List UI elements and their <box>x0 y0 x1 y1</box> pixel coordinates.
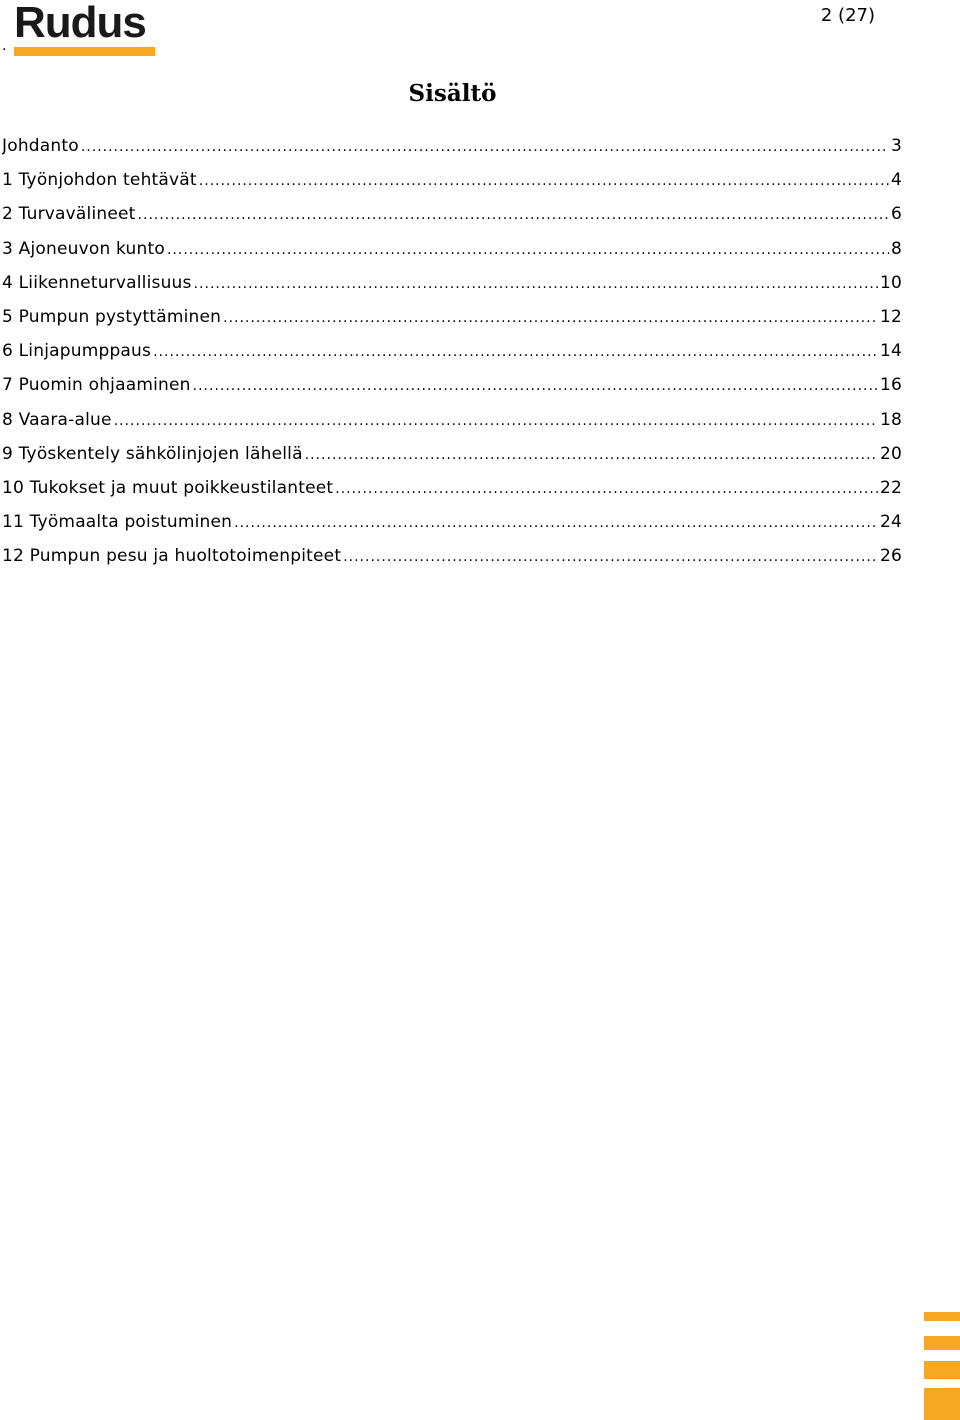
toc-entry-title: 6 Linjapumppaus <box>2 341 152 362</box>
brand-stripe <box>924 1388 960 1420</box>
brand-stripe <box>924 1312 960 1321</box>
brand-stripe <box>924 1361 960 1379</box>
toc-entry-page: 8 <box>890 238 902 259</box>
toc-entry-page: 16 <box>879 375 902 396</box>
toc-dot-leader <box>114 413 878 429</box>
toc-entry[interactable] <box>2 341 902 375</box>
toc-entry-page: 12 <box>879 306 902 327</box>
toc-dot-leader <box>153 344 878 360</box>
toc-dot-leader <box>199 173 889 189</box>
toc-entry-page: 26 <box>879 546 902 567</box>
table-of-contents <box>2 136 902 580</box>
toc-entry[interactable] <box>2 204 902 238</box>
toc-entry-title: 4 Liikenneturvallisuus <box>2 272 192 293</box>
toc-dot-leader <box>167 242 889 258</box>
toc-dot-leader <box>194 276 878 292</box>
toc-dot-leader <box>234 515 878 531</box>
toc-entry-title: 5 Pumpun pystyttäminen <box>2 306 222 327</box>
toc-dot-leader <box>138 207 889 223</box>
toc-entry-page: 3 <box>890 136 902 156</box>
toc-entry[interactable] <box>2 170 902 204</box>
toc-entry[interactable] <box>2 375 902 409</box>
toc-dot-leader <box>343 549 878 565</box>
toc-entry-title: 8 Vaara-alue <box>2 409 112 430</box>
toc-entry-page: 4 <box>890 170 902 191</box>
toc-entry-title: Johdanto <box>2 136 79 156</box>
brand-stripe <box>924 1336 960 1350</box>
toc-entry-title: 10 Tukokset ja muut poikkeustilanteet <box>2 477 334 498</box>
toc-entry[interactable] <box>2 444 902 478</box>
toc-entry-page: 20 <box>879 443 902 464</box>
toc-heading: Sisältö <box>408 80 497 107</box>
toc-entry-page: 14 <box>879 341 902 362</box>
toc-entry-page: 24 <box>879 512 902 533</box>
toc-entry[interactable] <box>2 546 902 580</box>
toc-entry-title: 1 Työnjohdon tehtävät <box>2 170 197 191</box>
toc-dot-leader <box>335 481 878 497</box>
toc-entry-title: 3 Ajoneuvon kunto <box>2 238 165 259</box>
toc-entry-page: 10 <box>879 272 902 293</box>
logo-text: Rudus <box>14 0 146 47</box>
toc-entry-title: 12 Pumpun pesu ja huoltotoimenpiteet <box>2 546 342 567</box>
toc-entry[interactable] <box>2 410 902 444</box>
rudus-logo <box>14 0 156 56</box>
toc-entry-page: 18 <box>879 409 902 430</box>
toc-entry[interactable] <box>2 273 902 307</box>
toc-entry[interactable] <box>2 239 902 273</box>
header-dot: . <box>2 38 7 54</box>
toc-entry-title: 2 Turvavälineet <box>2 204 136 225</box>
toc-entry-page: 6 <box>890 204 902 225</box>
page-number: 2 (27) <box>820 5 875 26</box>
toc-entry[interactable] <box>2 478 902 512</box>
toc-entry-title: 7 Puomin ohjaaminen <box>2 375 191 396</box>
toc-dot-leader <box>305 447 878 463</box>
toc-dot-leader <box>193 378 878 394</box>
toc-entry-title: 9 Työskentely sähkölinjojen lähellä <box>2 443 303 464</box>
toc-entry[interactable] <box>2 136 902 170</box>
toc-entry-page: 22 <box>879 477 902 498</box>
toc-dot-leader <box>81 139 889 155</box>
toc-entry[interactable] <box>2 307 902 341</box>
toc-dot-leader <box>223 310 878 326</box>
brand-stripes-decoration <box>924 1308 960 1420</box>
toc-entry-title: 11 Työmaalta poistuminen <box>2 512 233 533</box>
logo-underline-bar <box>14 47 155 56</box>
toc-entry[interactable] <box>2 512 902 546</box>
